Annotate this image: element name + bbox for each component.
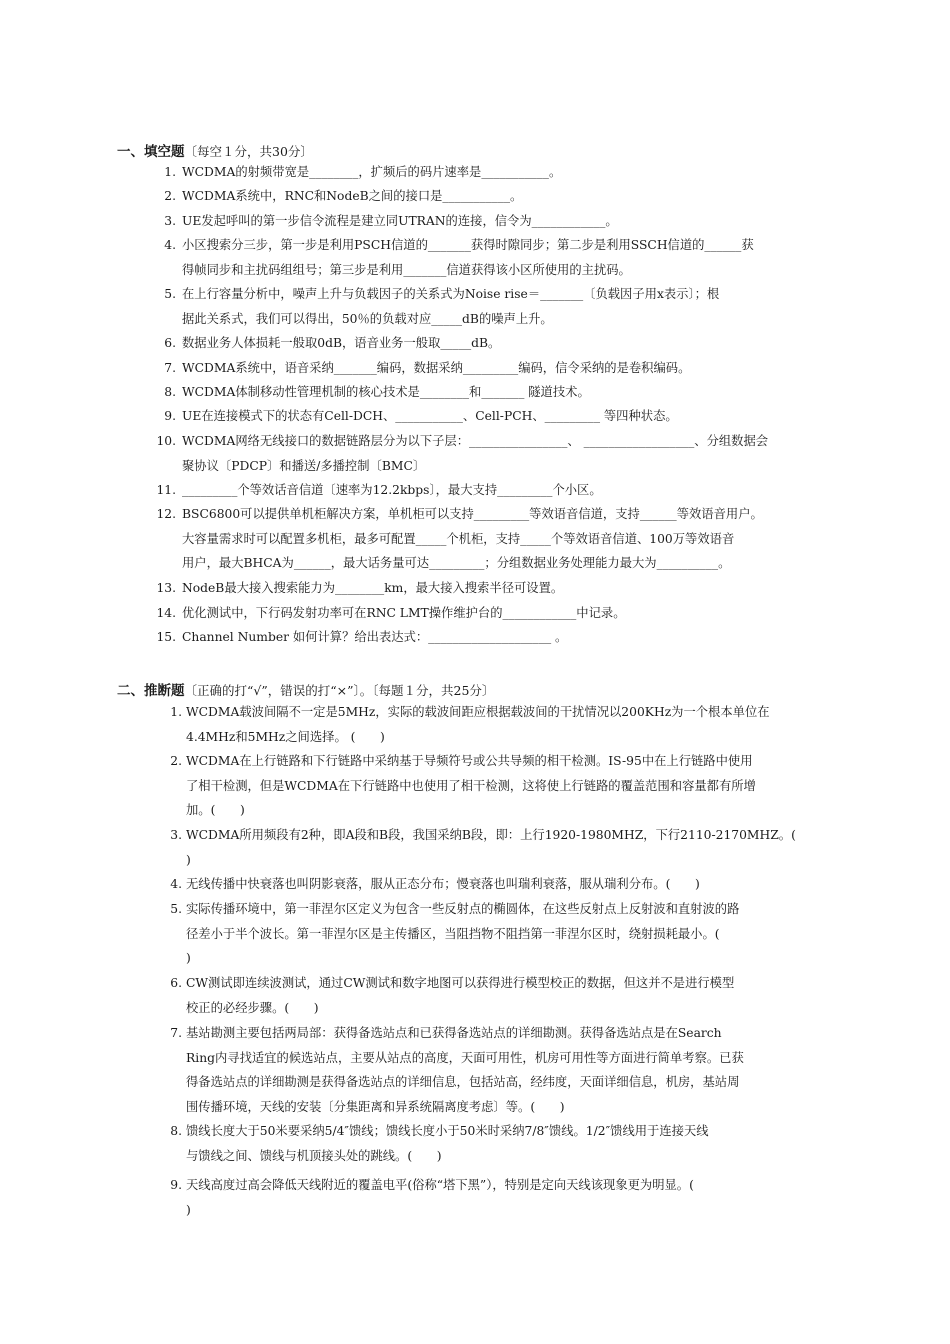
question-line: BSC6800可以提供单机柜解决方案，单机柜可以支持_________等效语音信道，支持______等效语音用户。 <box>182 507 763 521</box>
question-number: 6. <box>164 336 176 350</box>
question-line: _________个等效话音信道〔速率为12.2kbps〕，最大支持_________个小区。 <box>182 483 602 497</box>
question-line: 与馈线之间、馈线与机顶接头处的跳线。( ) <box>186 1148 442 1163</box>
question-text <box>186 1173 694 1222</box>
section-1-title: 一、填空题 <box>117 144 185 160</box>
question-line: 径差小于半个波长。第一菲涅尔区是主传播区，当阻挡物不阻挡第一菲涅尔区时，绕射损耗最小。( <box>186 926 720 941</box>
section-2-note: 〔正确的打“√”，错误的打“×”〕。〔每题１分，共25分〕 <box>184 683 495 698</box>
question-number: 8. <box>170 1124 182 1138</box>
question-number: 8. <box>164 385 176 399</box>
question-number: 10. <box>156 434 176 448</box>
question-line: 聚协议〔PDCP〕和播送/多播控制〔BMC〕 <box>182 458 426 473</box>
question-text <box>182 404 678 429</box>
question-number: 3. <box>170 828 182 842</box>
question-line: WCDMA载波间隔不一定是5MHz，实际的载波间距应根据载波间的干扰情况以200KHz为一个根本单位在 <box>186 705 770 719</box>
question-number: 4. <box>170 877 182 891</box>
question-text <box>182 625 567 650</box>
question-text <box>182 429 768 478</box>
question-line: ) <box>186 951 191 965</box>
question-text <box>182 331 500 356</box>
question-line: WCDMA在上行链路和下行链路中采纳基于导频符号或公共导频的相干检测。IS-95中在上行链路中使用 <box>186 754 753 768</box>
question-text <box>186 872 700 897</box>
question-number: 7. <box>164 361 176 375</box>
question-line: 了相干检测，但是WCDMA在下行链路中也使用了相干检测，这将使上行链路的覆盖范围和容量都有所增 <box>186 778 756 793</box>
section-2-title: 二、推断题 <box>117 683 185 699</box>
question-text <box>186 700 770 749</box>
question-line: 校正的必经步骤。( ) <box>186 1000 319 1015</box>
question-text <box>182 184 522 209</box>
question-text <box>182 576 563 601</box>
question-text <box>182 380 590 405</box>
section-2-heading <box>117 679 494 699</box>
question-line: NodeB最大接入搜索能力为________km，最大接入搜索半径可设置。 <box>182 581 564 595</box>
question-line: WCDMA系统中，语音采纳_______编码，数据采纳_________编码，信令采纳的是卷积编码。 <box>182 361 691 375</box>
question-line: 据此关系式，我们可以得出，50％的负载对应_____dB的噪声上升。 <box>182 311 553 326</box>
question-text <box>182 282 719 331</box>
section-1-note: 〔每空１分，共30分〕 <box>184 144 313 159</box>
question-text <box>182 356 690 381</box>
question-line: Channel Number 如何计算？给出表达式：____________________ 。 <box>182 630 568 644</box>
question-line: 优化测试中，下行码发射功率可在RNC LMT操作维护台的____________中记录。 <box>182 606 626 620</box>
question-line: WCDMA网络无线接口的数据链路层分为以下子层：________________、 __________________、分组数据会 <box>182 434 769 448</box>
question-line: 无线传播中快衰落也叫阴影衰落，服从正态分布；慢衰落也叫瑞利衰落，服从瑞利分布。( ) <box>186 877 700 891</box>
question-number: 5. <box>170 902 182 916</box>
question-number: 3. <box>164 214 176 228</box>
question-line: 基站勘测主要包括两局部：获得备选站点和已获得备选站点的详细勘测。获得备选站点是在Search <box>186 1026 722 1040</box>
section-1-heading <box>117 140 313 160</box>
question-line: WCDMA体制移动性管理机制的核心技术是________和_______ 隧道技术。 <box>182 385 590 399</box>
question-text <box>182 160 561 185</box>
question-line: 大容量需求时可以配置多机柜，最多可配置_____个机柜，支持_____个等效语音信道、100万等效语音 <box>182 531 735 546</box>
question-text <box>182 502 763 576</box>
question-line: 实际传播环境中，第一菲涅尔区定义为包含一些反射点的椭圆体，在这些反射点上反射波和直射波的路 <box>186 902 740 916</box>
question-line: 馈线长度大于50米要采纳5/4″馈线；馈线长度小于50米时采纳7/8″馈线。1/2″馈线用于连接天线 <box>186 1124 709 1138</box>
question-text <box>186 1021 744 1119</box>
question-number: 13. <box>156 581 176 595</box>
question-line: 得备选站点的详细勘测是获得备选站点的详细信息，包括站高，经纬度，天面详细信息，机房，基站周 <box>186 1075 740 1089</box>
question-number: 2. <box>170 754 182 768</box>
question-line: ) <box>186 1202 191 1217</box>
question-line: WCDMA系统中，RNC和NodeB之间的接口是___________。 <box>182 189 523 203</box>
question-line: CW测试即连续波测试，通过CW测试和数字地图可以获得进行模型校正的数据，但这并不是进行模型 <box>186 976 735 990</box>
question-line: 加。( ) <box>186 803 245 817</box>
question-line: 在上行容量分析中，噪声上升与负载因子的关系式为Noise rise＝_______〔负载因子用x表示〕；根 <box>182 287 720 301</box>
question-line: Ring内寻找适宜的候选站点，主要从站点的高度，天面可用性，机房可用性等方面进行简单考察。已获 <box>186 1050 744 1065</box>
question-text <box>186 897 739 971</box>
question-text <box>186 749 756 823</box>
question-line: 小区搜索分三步，第一步是利用PSCH信道的_______获得时隙同步；第二步是利用SSCH信道的______获 <box>182 238 754 252</box>
question-number: 7. <box>170 1026 182 1040</box>
question-line: 天线高度过高会降低天线附近的覆盖电平(俗称“塔下黑”），特别是定向天线该现象更为明显。( <box>186 1178 694 1192</box>
question-text <box>186 1119 709 1168</box>
question-number: 1. <box>164 165 176 179</box>
question-number: 9. <box>170 1178 182 1192</box>
question-line: 4.4MHz和5MHz之间选择。 ( ) <box>186 729 385 744</box>
question-number: 12. <box>156 507 176 521</box>
question-text <box>182 601 626 626</box>
question-line: WCDMA所用频段有2种，即A段和B段，我国采纳B段，即：上行1920-1980MHZ，下行2110-2170MHZ。( <box>186 828 796 842</box>
question-number: 1. <box>170 705 182 719</box>
question-line: 数据业务人体损耗一般取0dB，语音业务一般取_____dB。 <box>182 336 501 350</box>
question-text <box>186 823 796 872</box>
question-number: 6. <box>170 976 182 990</box>
question-number: 14. <box>156 606 176 620</box>
question-number: 5. <box>164 287 176 301</box>
question-line: UE发起呼叫的第一步信令流程是建立同UTRAN的连接，信令为____________。 <box>182 214 618 228</box>
question-line: ) <box>186 852 191 867</box>
question-text <box>182 209 618 234</box>
question-text <box>186 971 734 1020</box>
question-line: 得帧同步和主扰码组组号；第三步是利用_______信道获得该小区所使用的主扰码。 <box>182 262 631 277</box>
question-number: 15. <box>156 630 176 644</box>
question-line: WCDMA的射频带宽是________，扩频后的码片速率是___________。 <box>182 165 562 179</box>
question-line: 用户，最大BHCA为______，最大话务量可达_________；分组数据业务处理能力最大为__________。 <box>182 556 731 570</box>
question-line: UE在连接模式下的状态有Cell-DCH、___________、Cell-PCH、_________ 等四种状态。 <box>182 409 678 423</box>
question-number: 2. <box>164 189 176 203</box>
question-line: 围传播环境，天线的安装〔分集距离和异系统隔离度考虑〕等。( ) <box>186 1099 565 1114</box>
question-number: 11. <box>156 483 176 497</box>
question-number: 4. <box>164 238 176 252</box>
question-text <box>182 233 754 282</box>
question-number: 9. <box>164 409 176 423</box>
question-text <box>182 478 602 503</box>
